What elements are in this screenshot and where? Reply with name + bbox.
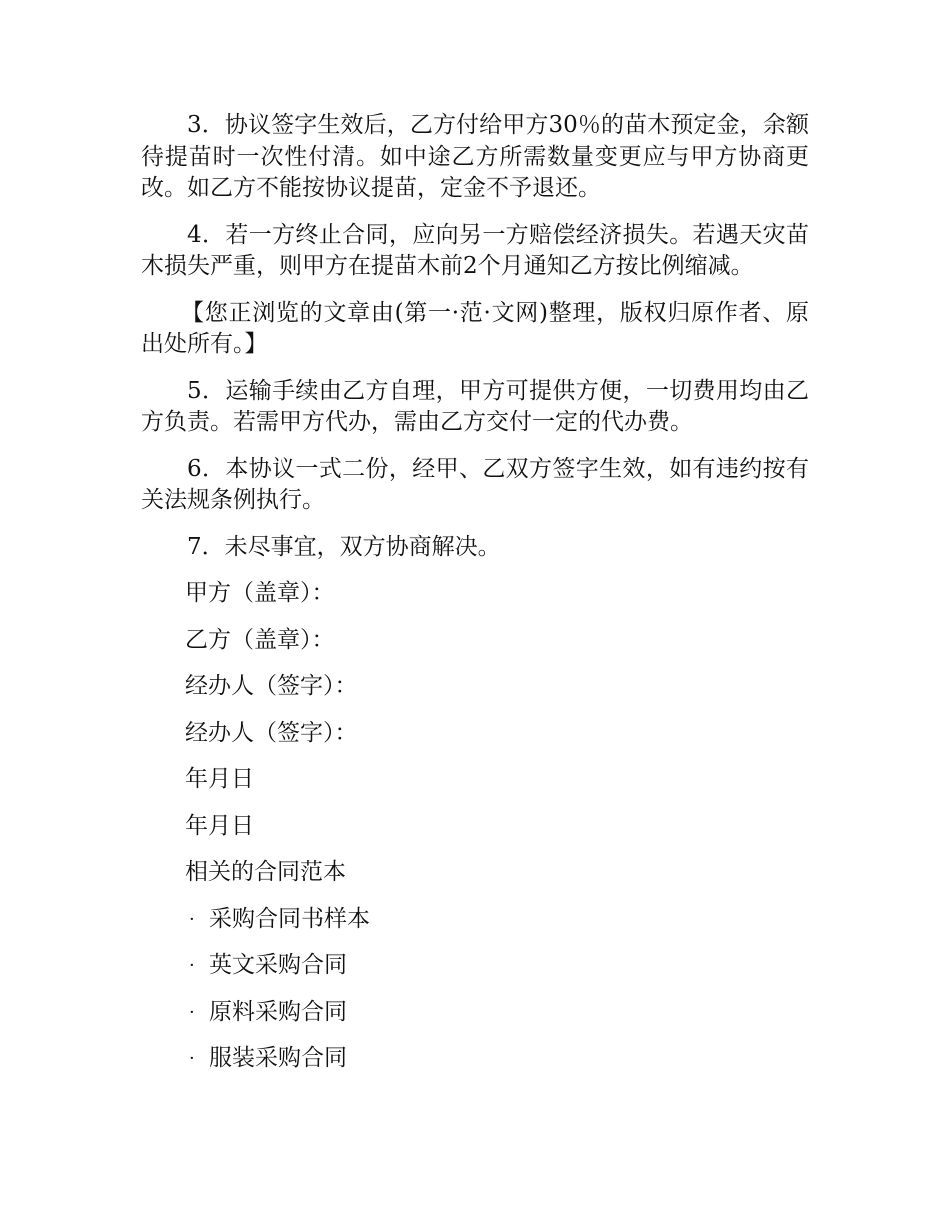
clause-7: 7．未尽事宜，双方协商解决。 — [187, 533, 501, 560]
party-a-seal: 甲方（盖章）： — [185, 580, 335, 606]
date-a: 年月日 — [185, 766, 254, 792]
bullet-icon: · — [189, 955, 195, 976]
clause-4: 4．若一方终止合同，应向另一方赔偿经济损失。若遇天灾苗木损失严重，则甲方在提苗木前2个月通知乙方按比例缩减。 — [141, 221, 809, 279]
agent-a-signature: 经办人（签字）： — [185, 673, 358, 699]
related-item[interactable] — [141, 1043, 809, 1075]
related-list — [141, 904, 809, 1075]
party-b-seal: 乙方（盖章）： — [185, 626, 335, 653]
date-b: 年月日 — [185, 812, 254, 839]
clause-3: 3．协议签字生效后，乙方付给甲方30％的苗木预定金，余额待提苗时一次性付清。如中途乙方所需数量变更应与甲方协商更改。如乙方不能按协议提苗，定金不予退还。 — [141, 112, 809, 201]
clause-6: 6．本协议一式二份，经甲、乙双方签字生效，如有违约按有关法规条例执行。 — [141, 455, 809, 513]
related-heading: 相关的合同范本 — [185, 859, 346, 885]
bullet-icon: · — [189, 1048, 195, 1069]
related-item-label[interactable]: 英文采购合同 — [209, 952, 347, 978]
related-item[interactable] — [141, 904, 809, 936]
bullet-icon: · — [189, 908, 195, 930]
related-item-label[interactable]: 采购合同书样本 — [209, 905, 370, 932]
related-item[interactable] — [141, 950, 809, 982]
agent-b-signature: 经办人（签字）： — [185, 719, 358, 746]
copyright-notice: 【您正浏览的文章由(第一·范·文网)整理，版权归原作者、原出处所有。】 — [141, 299, 809, 357]
related-item[interactable] — [141, 997, 809, 1029]
document-page — [141, 110, 809, 1090]
related-item-label[interactable]: 原料采购合同 — [209, 998, 347, 1025]
clause-5: 5．运输手续由乙方自理，甲方可提供方便，一切费用均由乙方负责。若需甲方代办，需由乙方交付一定的代办费。 — [141, 377, 809, 435]
related-item-label[interactable]: 服装采购合同 — [209, 1045, 347, 1071]
bullet-icon: · — [189, 1001, 195, 1023]
